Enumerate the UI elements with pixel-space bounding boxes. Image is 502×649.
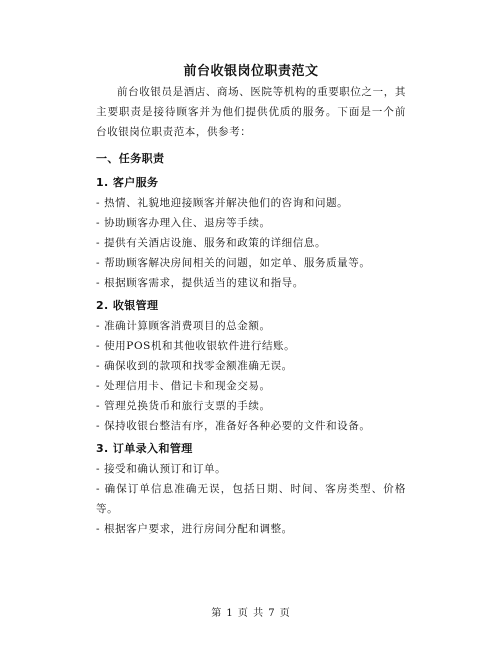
- list-item: - 协助顾客办理入住、退房等手续。: [96, 217, 271, 229]
- list-item: - 接受和确认预订和订单。: [96, 463, 227, 475]
- document-title: 前台收银岗位职责范文: [183, 64, 319, 79]
- list-item: - 提供有关酒店设施、服务和政策的详细信息。: [96, 237, 327, 249]
- subsection-heading-cashier-management: 2. 收银管理: [96, 299, 159, 312]
- list-item: - 保持收银台整洁有序，准备好各种必要的文件和设备。: [96, 420, 371, 432]
- list-item: - 准确计算顾客消费项目的总金额。: [96, 320, 271, 332]
- list-item: - 确保收到的款项和找零金额准确无误。: [96, 360, 293, 372]
- section-heading-duties: 一、任务职责: [96, 152, 165, 165]
- subsection-heading-customer-service: 1. 客户服务: [96, 176, 159, 189]
- intro-paragraph: 前台收银员是酒店、商场、医院等机构的重要职位之一，其主要职责是接待顾客并为他们提供优质的服务。下面是一个前台收银岗位职责范本，供参考：: [96, 86, 406, 138]
- list-item: - 热情、礼貌地迎接顾客并解决他们的咨询和问题。: [96, 197, 349, 209]
- list-item: - 确保订单信息准确无误，包括日期、时间、客房类型、价格等。: [96, 483, 406, 515]
- list-item: - 帮助顾客解决房间相关的问题，如定单、服务质量等。: [96, 257, 371, 269]
- subsection-heading-order-entry: 3. 订单录入和管理: [96, 442, 193, 455]
- list-item: - 使用POS机和其他收银软件进行结账。: [96, 340, 296, 352]
- list-item: - 管理兑换货币和旅行支票的手续。: [96, 400, 271, 412]
- list-item: - 处理信用卡、借记卡和现金交易。: [96, 380, 271, 392]
- list-item: - 根据顾客需求，提供适当的建议和指导。: [96, 277, 304, 289]
- list-item: - 根据客户要求，进行房间分配和调整。: [96, 523, 293, 535]
- page-number: 第 1 页 共 7 页: [211, 608, 291, 619]
